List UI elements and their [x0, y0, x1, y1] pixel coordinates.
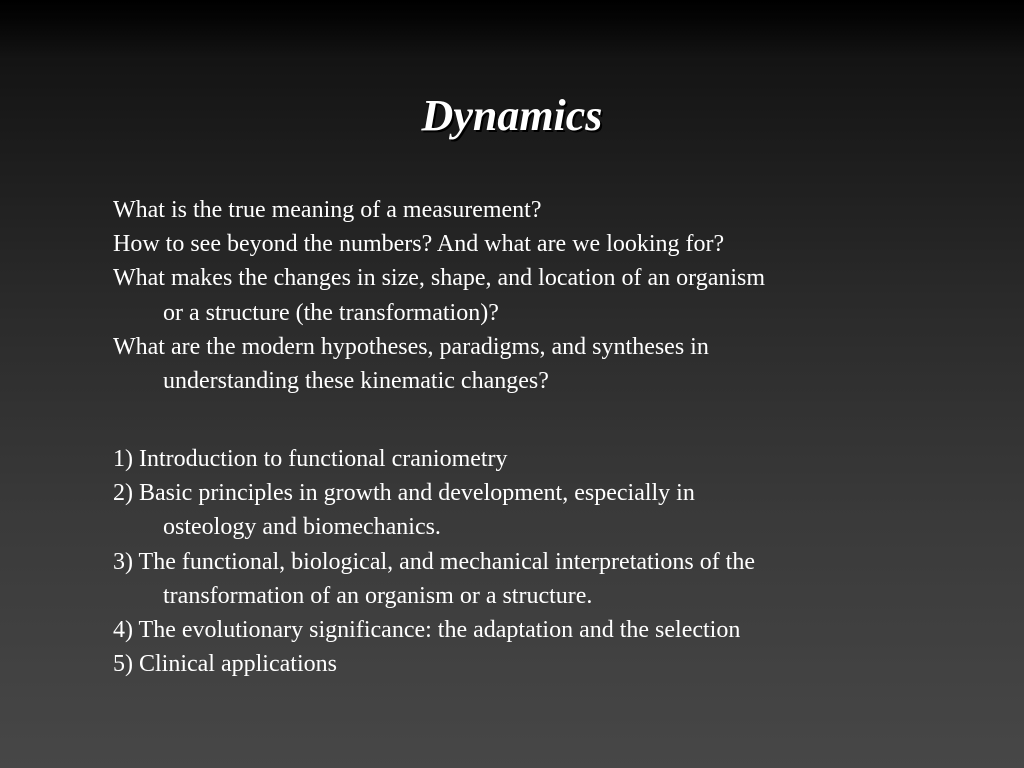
- question-item: [113, 227, 913, 261]
- question-item: [113, 261, 913, 329]
- topic-text: 3) The functional, biological, and mechanical interpretations of the: [113, 548, 755, 575]
- topic-list: [113, 442, 913, 681]
- topic-text: 4) The evolutionary significance: the adaptation and the selection: [113, 617, 741, 644]
- topic-text: 1) Introduction to functional craniometry: [113, 446, 508, 472]
- question-text-continued: understanding these kinematic changes?: [163, 368, 549, 395]
- question-text: What are the modern hypotheses, paradigms, and syntheses in: [113, 333, 709, 360]
- question-list: [113, 193, 913, 398]
- question-text: What makes the changes in size, shape, and location of an organism: [113, 265, 766, 292]
- topic-item: [113, 647, 913, 681]
- topic-text: 2) Basic principles in growth and development, especially in: [113, 480, 695, 507]
- topic-item: [113, 442, 913, 476]
- question-text-continued: or a structure (the transformation)?: [163, 299, 499, 326]
- question-item: [113, 330, 913, 398]
- topic-text-continued: osteology and biomechanics.: [163, 514, 441, 541]
- question-item: [113, 193, 913, 227]
- topic-text-continued: transformation of an organism or a structure.: [163, 582, 593, 609]
- slide-title: Dynamics: [421, 91, 603, 140]
- topic-item: [113, 545, 913, 613]
- topic-item: [113, 613, 913, 647]
- topic-text: 5) Clinical applications: [113, 651, 337, 678]
- question-text: How to see beyond the numbers? And what are we looking for?: [113, 231, 725, 258]
- question-text: What is the true meaning of a measurement?: [113, 197, 542, 223]
- topic-item: [113, 476, 913, 544]
